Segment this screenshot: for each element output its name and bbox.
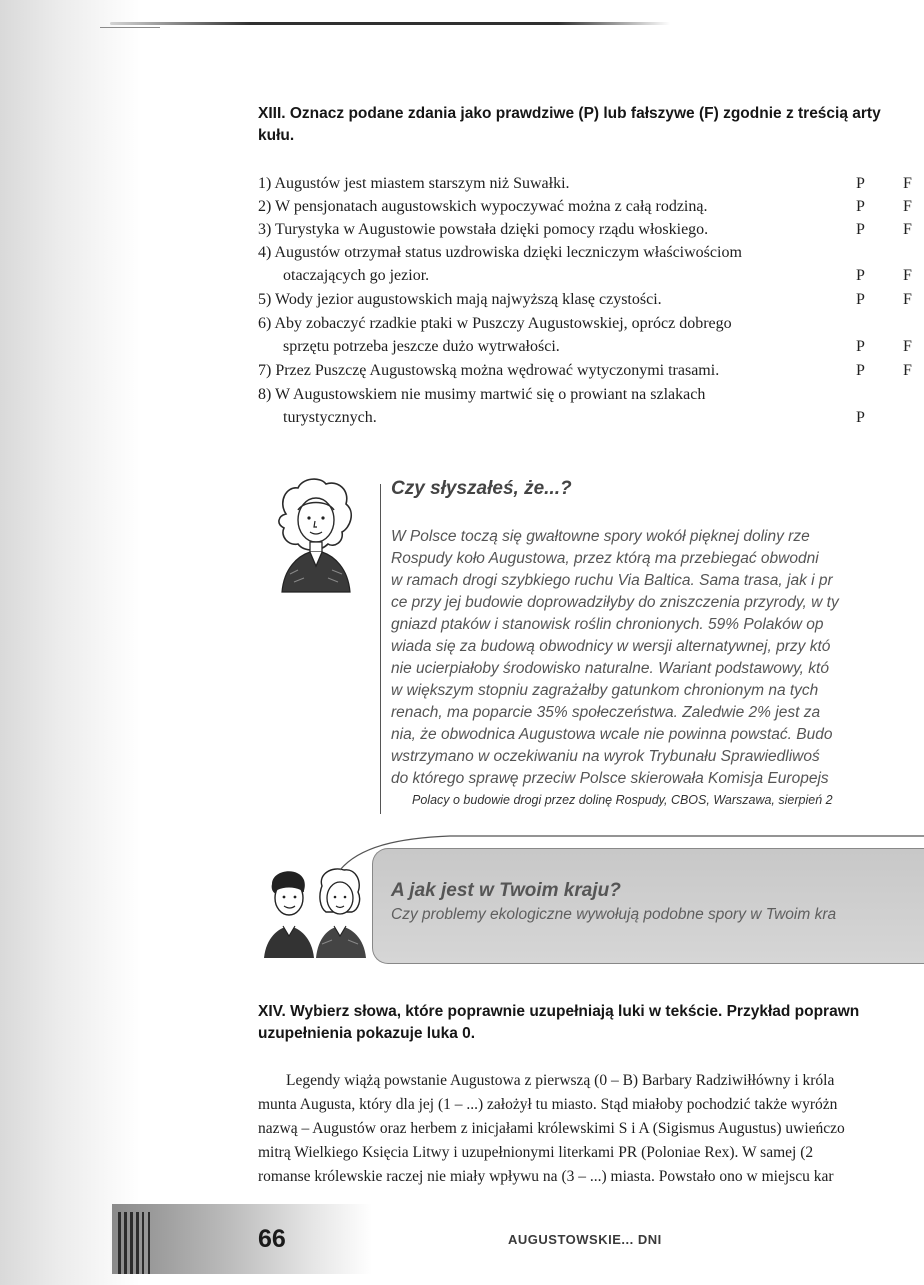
answer-f-1[interactable]: F [903, 175, 912, 192]
footer-stripe [136, 1212, 139, 1274]
exercise-13-heading: XIII. Oznacz podane zdania jako prawdziwe (P) lub fałszywe (F) zgodnie z treścią arty [258, 105, 881, 122]
running-title: AUGUSTOWSKIE... DNI [508, 1232, 662, 1247]
did-you-know-line: do którego sprawę przeciw Polsce skierowała Komisja Europejs [391, 770, 829, 787]
sentence-4: 4) Augustów otrzymał status uzdrowiska dzięki leczniczym właściwościom [258, 244, 742, 261]
sentence-4-cont: otaczających go jezior. [283, 267, 430, 284]
answer-p-7[interactable]: P [856, 362, 865, 379]
exercise-14-heading-cont: uzupełnienia pokazuje luka 0. [258, 1025, 476, 1042]
top-rule [110, 22, 670, 25]
answer-p-5[interactable]: P [856, 291, 865, 308]
footer-stripe [130, 1212, 133, 1274]
answer-f-3[interactable]: F [903, 221, 912, 238]
answer-p-2[interactable]: P [856, 198, 865, 215]
answer-f-6[interactable]: F [903, 338, 912, 355]
sentence-6-cont: sprzętu potrzeba jeszcze dużo wytrwałości. [283, 338, 560, 355]
page-number: 66 [258, 1225, 286, 1253]
did-you-know-line: nia, że obwodnica Augustowa wcale nie powinna powstać. Budo [391, 726, 833, 743]
did-you-know-line: wiada się za budową obwodnicy w wersji alternatywnej, przy któ [391, 638, 831, 655]
footer-stripe [142, 1212, 144, 1274]
sentence-5: 5) Wody jezior augustowskich mają najwyższą klasę czystości. [258, 291, 662, 308]
did-you-know-line: w ramach drogi szybkiego ruchu Via Baltica. Sama trasa, jak i pr [391, 572, 833, 589]
exercise-14-text-line: Legendy wiążą powstanie Augustowa z pierwszą (0 – B) Barbary Radziwiłłówny i króla [286, 1072, 835, 1089]
your-country-title: A jak jest w Twoim kraju? [391, 880, 621, 901]
did-you-know-line: ce przy jej budowie doprowadziłyby do zniszczenia przyrody, w ty [391, 594, 839, 611]
sentence-2: 2) W pensjonatach augustowskich wypoczywać można z całą rodziną. [258, 198, 708, 215]
exercise-14-text-line: romanse królewskie raczej nie miały wpływu na (3 – ...) miasta. Powstało ono w miejscu kar [258, 1168, 834, 1185]
exercise-14-heading: XIV. Wybierz słowa, które poprawnie uzupełniają luki w tekście. Przykład poprawn [258, 1003, 860, 1020]
answer-p-3[interactable]: P [856, 221, 865, 238]
answer-p-4[interactable]: P [856, 267, 865, 284]
answer-f-7[interactable]: F [903, 362, 912, 379]
exercise-13-heading-cont: kułu. [258, 127, 295, 144]
footer-band [112, 1204, 372, 1274]
sentence-8: 8) W Augustowskiem nie musimy martwić się o prowiant na szlakach [258, 386, 706, 403]
did-you-know-line: wstrzymano w oczekiwaniu na wyrok Trybunału Sprawiedliwoś [391, 748, 820, 765]
did-you-know-line: nie ucierpiałoby środowisko naturalne. Wariant podstawowy, któ [391, 660, 829, 677]
did-you-know-line: Rospudy koło Augustowa, przez którą ma przebiegać obwodni [391, 550, 819, 567]
did-you-know-line: gniazd ptaków i stanowisk roślin chronionych. 59% Polaków op [391, 616, 824, 633]
did-you-know-line: w większym stopniu zagrażałby gatunkom chronionym na tych [391, 682, 819, 699]
did-you-know-title: Czy słyszałeś, że...? [391, 478, 572, 499]
answer-p-8[interactable]: P [856, 409, 865, 426]
girl-illustration-icon [268, 474, 364, 594]
exercise-14-text-line: munta Augusta, który dla jej (1 – ...) założył tu miasto. Stąd miałoby pochodzić także wyróżn [258, 1096, 838, 1113]
answer-p-1[interactable]: P [856, 175, 865, 192]
sentence-7: 7) Przez Puszczę Augustowską można wędrować wytyczonymi trasami. [258, 362, 720, 379]
top-rule-thin [100, 27, 160, 28]
sentence-8-cont: turystycznych. [283, 409, 377, 426]
answer-f-5[interactable]: F [903, 291, 912, 308]
sentence-6: 6) Aby zobaczyć rzadkie ptaki w Puszczy Augustowskiej, oprócz dobrego [258, 315, 732, 332]
footer-stripe [148, 1212, 150, 1274]
speech-bubble-tail [340, 832, 924, 872]
footer-stripe [118, 1212, 121, 1274]
answer-f-4[interactable]: F [903, 267, 912, 284]
two-people-illustration-icon [262, 864, 372, 960]
sentence-3: 3) Turystyka w Augustowie powstała dzięki pomocy rządu włoskiego. [258, 221, 709, 238]
page-gutter-shadow [0, 0, 140, 1285]
did-you-know-line: W Polsce toczą się gwałtowne spory wokół pięknej doliny rze [391, 528, 810, 545]
info-box-rule [380, 484, 381, 814]
footer-stripe [124, 1212, 127, 1274]
exercise-14-text-line: nazwą – Augustów oraz herbem z inicjałami królewskimi S i A (Sigismus Augustus) uwieńczo [258, 1120, 845, 1137]
exercise-14-text-line: mitrą Wielkiego Księcia Litwy i uzupełnionymi literkami PR (Poloniae Rex). W samej (2 [258, 1144, 814, 1161]
did-you-know-source: Polacy o budowie drogi przez dolinę Rospudy, CBOS, Warszawa, sierpień 2 [412, 793, 833, 807]
did-you-know-line: renach, ma poparcie 35% społeczeństwa. Zaledwie 2% jest za [391, 704, 821, 721]
your-country-question: Czy problemy ekologiczne wywołują podobne spory w Twoim kra [391, 906, 837, 923]
answer-p-6[interactable]: P [856, 338, 865, 355]
sentence-1: 1) Augustów jest miastem starszym niż Suwałki. [258, 175, 570, 192]
answer-f-2[interactable]: F [903, 198, 912, 215]
